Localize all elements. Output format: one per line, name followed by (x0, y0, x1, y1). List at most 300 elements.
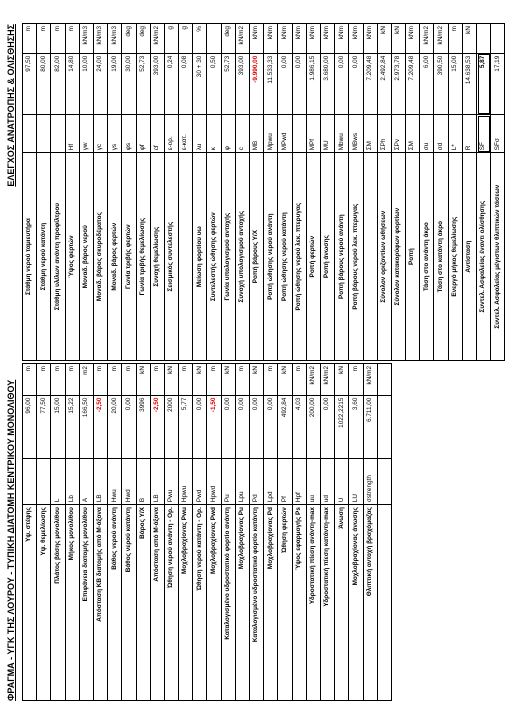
cell-unit: kNm (278, 24, 292, 54)
cell-label: Μοχλοβραχίονας Pwu (179, 505, 193, 701)
cell-unit: m (349, 364, 363, 396)
cell-symbol: Mpwu (264, 115, 278, 153)
cell-unit: m (150, 364, 164, 396)
cell-symbol: Mbwu (335, 115, 349, 153)
sheet-title: ΦΡΑΓΜΑ - ΥΓΚ ΤΗΣ ΛΟΥΡΟΥ - ΤΥΠΙΚΗ ΔΙΑΤΟΜΗ ΚΕΝΤΡΙΚΟΥ ΜΟΝΟΛΙΘΟΥ (6, 379, 16, 701)
cell-symbol: ud (320, 458, 334, 504)
table-row (264, 364, 278, 701)
table-row (51, 24, 65, 361)
cell-value: 393,00 (235, 53, 249, 114)
cell-value: 0,00 (221, 395, 235, 458)
cell-symbol: ΣM (363, 115, 377, 153)
cell-symbol: Pu (221, 458, 235, 504)
cell-label: Στάθμη νερού ταμιευτήρα (23, 153, 37, 361)
cell-label: Ροπή ώθησης νερού λεκ. πτερυγας (292, 153, 306, 361)
table-row (23, 364, 37, 701)
cell-value: 393,00 (150, 53, 164, 114)
cell-unit: kN/m2 (434, 24, 448, 54)
cell-value: 0,08 (179, 53, 193, 114)
cell-symbol: φs (122, 115, 136, 153)
cell-unit (377, 364, 391, 396)
cell-label (179, 153, 193, 361)
cell-value: 52,73 (221, 53, 235, 114)
cell-value: 30 + 30 (193, 53, 207, 114)
cell-label: Βάθος νερού κατάντη (122, 505, 136, 701)
cell-value: 1.986,15 (306, 53, 320, 114)
cell-symbol: L (51, 458, 65, 504)
cell-label: Απόσταση από Μ-άξονα (150, 505, 164, 701)
table-row (150, 364, 164, 701)
cell-unit: kNm (406, 24, 420, 54)
cell-symbol: Pwu (164, 458, 178, 504)
cell-label: Ενεργό μήκος θεμελίωσης (448, 153, 462, 361)
cell-symbol: U (335, 458, 349, 504)
cell-value: 2000 (164, 395, 178, 458)
cell-value: 7.209,48 (363, 53, 377, 114)
table-row (335, 364, 349, 701)
cell-value: 15,22 (65, 395, 79, 458)
cell-label: Μείωση φορτίου υω (193, 153, 207, 361)
cell-value: -2,50 (93, 395, 107, 458)
cell-label: Στάθμη υλ/λων ανάντη προφίλτρου (51, 153, 65, 361)
cell-symbol: γc (93, 115, 107, 153)
table-row (250, 364, 264, 701)
table-row (108, 364, 122, 701)
table-row (320, 364, 334, 701)
cell-symbol: Pf (278, 458, 292, 504)
cell-value: 30,00 (122, 53, 136, 114)
table-row (335, 24, 349, 361)
table-row (221, 364, 235, 701)
cell-unit: m (292, 364, 306, 396)
cell-symbol: σd (434, 115, 448, 153)
cell-symbol (51, 115, 65, 153)
table-row (179, 24, 193, 361)
cell-unit: kNm (306, 24, 320, 54)
cell-symbol: LU (349, 458, 363, 504)
table-row (306, 24, 320, 361)
cell-unit: deg (136, 24, 150, 54)
cell-unit: kNm (320, 24, 334, 54)
cell-unit: m (264, 364, 278, 396)
cell-label: Μοχλοβραχίονας Pd (264, 505, 278, 701)
cell-value: 492,84 (278, 395, 292, 458)
cell-symbol: cf (150, 115, 164, 153)
cell-label: Θλιπτική αντοχή βραχόμαζας (363, 505, 377, 701)
cell-value: 96,00 (23, 395, 37, 458)
cell-unit: kN/m3 (93, 24, 107, 54)
cell-unit: kN (193, 364, 207, 396)
table-row (377, 24, 391, 361)
cell-symbol: MU (320, 115, 334, 153)
cell-unit: kN (335, 364, 349, 396)
cell-symbol (23, 458, 37, 504)
cell-label: Καταλογισμένο υδροστατικό φορτίο ανάντη (221, 505, 235, 701)
cell-label: Μοχλοβραχίονας άνωσης (349, 505, 363, 701)
cell-unit: kN/m2 (235, 24, 249, 54)
input-parameters-table (22, 363, 392, 701)
table-row (122, 364, 136, 701)
cell-label: Ροπή βάρους νερού λεκ. πτερυγας (349, 153, 363, 361)
cell-value: 3.680,00 (320, 53, 334, 114)
cell-label (377, 505, 391, 701)
cell-unit: deg (221, 24, 235, 54)
cell-label: Πλάτος βάσης μονολίθου (51, 505, 65, 701)
cell-label: Ώθηση νερού κατάντη - Ορ. (193, 505, 207, 701)
cell-value: 166,50 (79, 395, 93, 458)
cell-unit: m (51, 24, 65, 54)
cell-value: 6,00 (420, 53, 434, 114)
cell-label: Ροπή βάρους νερού ανάντη (335, 153, 349, 361)
cell-value: 15,00 (448, 53, 462, 114)
cell-unit: kNm (363, 24, 377, 54)
cell-label: Ύψος φερτών (65, 153, 79, 361)
cell-value: -2,50 (150, 395, 164, 458)
cell-unit: m (51, 364, 65, 396)
cell-value: 4,03 (292, 395, 306, 458)
cell-value: 19,00 (108, 53, 122, 114)
cell-symbol: uu (306, 458, 320, 504)
cell-symbol: SF (477, 115, 491, 153)
cell-label: Σύνολον οριζοντίων ωθήσεων (377, 153, 391, 361)
table-row (235, 24, 249, 361)
table-row (221, 24, 235, 361)
table-row (250, 24, 264, 361)
cell-value: 0,00 (292, 53, 306, 114)
cell-label: Μοναδ. βάρος νερού (79, 153, 93, 361)
cell-value: 80,00 (37, 53, 51, 114)
cell-value: 0,24 (164, 53, 178, 114)
cell-symbol: SFσ (491, 115, 505, 153)
cell-value: 0,00 (349, 53, 363, 114)
cell-unit: kN (221, 364, 235, 396)
cell-value (377, 395, 391, 458)
stability-results-table (22, 23, 505, 361)
cell-symbol: σstrength (363, 458, 377, 504)
cell-symbol: L* (448, 115, 462, 153)
table-row (235, 364, 249, 701)
cell-symbol: c (235, 115, 249, 153)
table-row (93, 24, 107, 361)
cell-unit: kN/m2 (306, 364, 320, 396)
cell-value: 1022,2215 (335, 395, 349, 458)
cell-unit: m (93, 364, 107, 396)
cell-label: Σύνολον κατακορύφων φορτίων (391, 153, 405, 361)
cell-symbol (37, 115, 51, 153)
cell-symbol: ΣM (406, 115, 420, 153)
cell-unit: % (193, 24, 207, 54)
cell-value: 0,50 (207, 53, 221, 114)
table-row (164, 24, 178, 361)
cell-unit: m (122, 364, 136, 396)
cell-label: Συνοχή υπολογισμού αντοχής (235, 153, 249, 361)
table-row (363, 364, 377, 701)
table-row (37, 24, 51, 361)
cell-label: Μοχλοβραχίονας Pwd (207, 505, 221, 701)
cell-symbol: LB (150, 458, 164, 504)
table-row (193, 24, 207, 361)
table-row (179, 364, 193, 701)
cell-unit: kN/m2 (150, 24, 164, 54)
cell-label: Βάθος νερού ανάντη (108, 505, 122, 701)
cell-symbol: A (79, 458, 93, 504)
table-row (164, 364, 178, 701)
cell-unit: kNm (250, 24, 264, 54)
cell-value: 7.209,48 (406, 53, 420, 114)
table-row (65, 24, 79, 361)
cell-value: 2.492,84 (377, 53, 391, 114)
cell-unit: kN (250, 364, 264, 396)
cell-label: Γωνία υπολογισμού αντοχής (221, 153, 235, 361)
cell-unit: m (37, 24, 51, 54)
cell-value: 0,00 (235, 395, 249, 458)
cell-symbol: ε-ορ. (164, 115, 178, 153)
sheet-subtitle: ΕΛΕΓΧΟΣ ΑΝΑΤΡΟΠΗΣ & ΟΛΙΣΘΗΣΗΣ (6, 24, 16, 187)
cell-unit (491, 24, 505, 54)
cell-symbol: Hwd (122, 458, 136, 504)
cell-label: Μοναδ. βάρος σκυροδέματος (93, 153, 107, 361)
cell-symbol: ε-κατ. (179, 115, 193, 153)
cell-value: 200,00 (306, 395, 320, 458)
cell-label: Ύψος εφαρμογής Ps (292, 505, 306, 701)
cell-symbol: ΣPh (377, 115, 391, 153)
table-row (292, 24, 306, 361)
cell-label: Υδροστατική πίεση κατάντη-max (320, 505, 334, 701)
table-row (320, 24, 334, 361)
cell-unit: m (179, 364, 193, 396)
table-row (37, 364, 51, 701)
cell-symbol: γw (79, 115, 93, 153)
cell-label: Γωνία τριβής φερτών (122, 153, 136, 361)
cell-symbol: ΣPv (391, 115, 405, 153)
table-row (349, 364, 363, 701)
cell-label: Ροπή ώθησης νερού ανάντη (264, 153, 278, 361)
cell-unit: g (164, 24, 178, 54)
cell-label: Υψ. θεμελίωσης (37, 505, 51, 701)
cell-value: 0,00 (278, 53, 292, 114)
cell-unit: kN (278, 364, 292, 396)
cell-label: Μοχλοβραχίονας Pu (235, 505, 249, 701)
cell-label: Γωνία τριβής θεμελίωσης (136, 153, 150, 361)
cell-value: 3996 (136, 395, 150, 458)
cell-label: Ροπή (406, 153, 420, 361)
cell-unit: kN/m2 (320, 364, 334, 396)
cell-symbol: Lb (65, 458, 79, 504)
cell-label: Συντελεστής ώθησης φερτών (207, 153, 221, 361)
cell-unit: kN (136, 364, 150, 396)
cell-symbol (23, 115, 37, 153)
cell-label: Αντίσταση (462, 153, 476, 361)
cell-unit: kN (391, 24, 405, 54)
cell-symbol (292, 115, 306, 153)
cell-symbol: Hwu (108, 458, 122, 504)
cell-symbol: σu (420, 115, 434, 153)
cell-unit: kNm (335, 24, 349, 54)
cell-label: Υψ. στέψης (23, 505, 37, 701)
cell-value: 82,00 (51, 53, 65, 114)
cell-unit: kNm (292, 24, 306, 54)
cell-unit: m (235, 364, 249, 396)
cell-label: Συντελ. Ασφαλείας έναντι ολίσθησης (477, 153, 491, 361)
cell-symbol: MBws (349, 115, 363, 153)
table-row (377, 364, 391, 701)
cell-value: 52,73 (136, 53, 150, 114)
cell-unit: m (37, 364, 51, 396)
cell-unit: kN/m2 (420, 24, 434, 54)
cell-symbol: κ (207, 115, 221, 153)
cell-symbol: Hpwu (179, 458, 193, 504)
cell-label (363, 153, 377, 361)
cell-value: 24,00 (93, 53, 107, 114)
cell-unit: m (108, 364, 122, 396)
table-row (207, 24, 221, 361)
table-row (51, 364, 65, 701)
table-row (477, 24, 491, 361)
cell-label: Επιφάνεια διατομής μονολίθου (79, 505, 93, 701)
table-row (434, 24, 448, 361)
cell-value: 2.973,78 (391, 53, 405, 114)
table-row (65, 364, 79, 701)
cell-value: 14.638,53 (462, 53, 476, 114)
table-row (122, 24, 136, 361)
cell-value: 0,00 (193, 395, 207, 458)
cell-value: -1,50 (207, 395, 221, 458)
table-row (93, 364, 107, 701)
table-row (150, 24, 164, 361)
table-row (264, 24, 278, 361)
cell-unit: kNm (264, 24, 278, 54)
cell-symbol: LB (93, 458, 107, 504)
cell-unit: kN/m3 (108, 24, 122, 54)
cell-symbol: B (136, 458, 150, 504)
cell-unit: kN (377, 24, 391, 54)
cell-label: Απόσταση ΚΒ διατομής από Μ-άξονα (93, 505, 107, 701)
cell-value: 17,19 (491, 53, 505, 114)
cell-label: Συνοχή θεμελίωσης (150, 153, 164, 361)
cell-unit: m (23, 24, 37, 54)
cell-label: Στάθμη νερού κατάντη (37, 153, 51, 361)
cell-label: Καταλογισμένο υδροστατικό φορτίο κατάντη (250, 505, 264, 701)
cell-label: Ροπή βάρους Υ/Χ (250, 153, 264, 361)
cell-label: Βάρος Υ/Χ (136, 505, 150, 701)
table-row (306, 364, 320, 701)
table-row (108, 24, 122, 361)
cell-symbol: R (462, 115, 476, 153)
cell-symbol: φ (221, 115, 235, 153)
cell-label: Ροπή άνωσης (320, 153, 334, 361)
table-row (491, 24, 505, 361)
cell-unit: kN/m3 (79, 24, 93, 54)
cell-symbol (377, 458, 391, 504)
cell-value: 0,00 (335, 53, 349, 114)
cell-symbol: φf (136, 115, 150, 153)
cell-label: Σεισμικός συντελεστής (164, 153, 178, 361)
table-row (136, 364, 150, 701)
cell-value: 15,00 (51, 395, 65, 458)
cell-label: Μοναδ. βάρος φερτών (108, 153, 122, 361)
cell-unit: m (65, 24, 79, 54)
cell-symbol: Lpd (264, 458, 278, 504)
cell-label: Μήκος μονολίθου (65, 505, 79, 701)
cell-value: 6.711,00 (363, 395, 377, 458)
cell-value: 97,50 (23, 53, 37, 114)
cell-label: Ώθηση νερού ανάντη - Ορ. (164, 505, 178, 701)
cell-value: 11.533,33 (264, 53, 278, 114)
cell-value: -9.990,00 (250, 53, 264, 114)
cell-unit: kNm (349, 24, 363, 54)
cell-unit: m (448, 24, 462, 54)
table-row (136, 24, 150, 361)
cell-value: 5,77 (179, 395, 193, 458)
cell-symbol: MPwd (278, 115, 292, 153)
table-row (23, 24, 37, 361)
cell-label: Ώθηση φερτών (278, 505, 292, 701)
table-row (278, 364, 292, 701)
cell-unit: m2 (79, 364, 93, 396)
cell-value: 77,50 (37, 395, 51, 458)
cell-symbol: Hf (65, 115, 79, 153)
cell-label: Συντελ. Ασφαλείας μέγιστων θλιπτικών τάσεων (491, 153, 505, 361)
cell-value: 5,87 (477, 53, 491, 114)
cell-unit: kN (164, 364, 178, 396)
table-row (349, 24, 363, 361)
table-row (79, 364, 93, 701)
cell-symbol: λu (193, 115, 207, 153)
table-row (79, 24, 93, 361)
table-row (420, 24, 434, 361)
cell-unit: m (65, 364, 79, 396)
cell-value: 14,80 (65, 53, 79, 114)
table-row (278, 24, 292, 361)
cell-unit: g (179, 24, 193, 54)
cell-unit: m (207, 364, 221, 396)
cell-label: Τάση στο ανάντη άκρο (420, 153, 434, 361)
cell-value: 20,00 (108, 395, 122, 458)
table-row (448, 24, 462, 361)
cell-symbol: Hpwd (207, 458, 221, 504)
table-row (363, 24, 377, 361)
table-row (193, 364, 207, 701)
cell-symbol: γs (108, 115, 122, 153)
table-row (207, 364, 221, 701)
cell-value: 0,00 (250, 395, 264, 458)
cell-unit: kN (462, 24, 476, 54)
cell-symbol (37, 458, 51, 504)
cell-symbol: Lpu (235, 458, 249, 504)
cell-symbol: Pwd (193, 458, 207, 504)
table-row (292, 364, 306, 701)
cell-symbol: MPf (306, 115, 320, 153)
cell-value: 0,00 (122, 395, 136, 458)
cell-value: 3,60 (349, 395, 363, 458)
table-row (391, 24, 405, 361)
cell-symbol: Pd (250, 458, 264, 504)
cell-symbol: MB (250, 115, 264, 153)
cell-label: Ροπή ώθησης νερού κατάντη (278, 153, 292, 361)
cell-unit: m (23, 364, 37, 396)
cell-unit (207, 24, 221, 54)
cell-value: 390,50 (434, 53, 448, 114)
cell-unit: deg (122, 24, 136, 54)
table-row (406, 24, 420, 361)
cell-value: 0,00 (320, 395, 334, 458)
cell-label: Άνωση (335, 505, 349, 701)
cell-unit (477, 24, 491, 54)
cell-value: 0,00 (264, 395, 278, 458)
table-row (462, 24, 476, 361)
cell-label: Τάση στο κατάντη άκρο (434, 153, 448, 361)
cell-unit: kN/m2 (363, 364, 377, 396)
